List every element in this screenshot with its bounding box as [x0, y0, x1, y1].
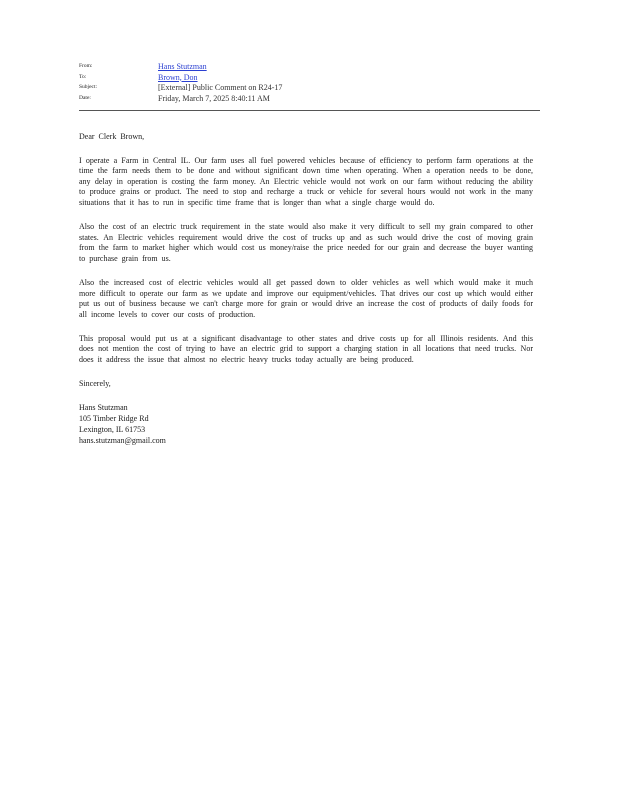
signature-name: Hans Stutzman	[79, 403, 128, 413]
header-row-to	[79, 73, 539, 84]
from-label: From:	[79, 63, 93, 69]
signature-email: hans.stutzman@gmail.com	[79, 435, 166, 445]
to-value[interactable]: Brown, Don	[158, 72, 198, 82]
from-value[interactable]: Hans Stutzman	[158, 62, 207, 71]
header-row-date	[79, 94, 539, 105]
subject-label: Subject:	[79, 84, 98, 90]
paragraph-1: I operate a Farm in Central IL. Our farm uses all fuel powered vehicles because of efficiency to perform farm operations at the time the farm needs them to be done and without significant down time when operating. When a operation needs to be done, any delay in operation is costing the farm money. An Electric vehicle would not work on our farm without reducing the ability to produce grains or product. The need to stop and recharge a truck or vehicle for several hours would not work in the many situations that it has to run in specific time frame that is longer than what a single charge would do.	[79, 155, 533, 207]
paragraph-4: This proposal would put us at a significant disadvantage to other states and drive costs up for all Illinois residents. And this does not mention the cost of trying to have an electric grid to support a charging station in all locations that need trucks. Nor does it address the issue that almost no electric heavy trucks today actually are being produced.	[79, 333, 533, 364]
header-divider	[79, 110, 540, 111]
paragraph-2: Also the cost of an electric truck requirement in the state would also make it very difficult to sell my grain compared to other states. An Electric vehicles requirement would drive the cost of trucks up and as such would drive the cost of moving grain from the farm to market higher which would cost us money/raise the price needed for our grain and decrease the buyer wanting to purchase grain from us.	[79, 222, 533, 263]
date-label: Date:	[79, 94, 91, 101]
signature-city: Lexington, IL 61753	[79, 424, 146, 434]
greeting: Dear Clerk Brown,	[79, 132, 145, 141]
header-row-subject	[79, 83, 539, 94]
paragraph-3: Also the increased cost of electric vehicles would all get passed down to older vehicles as well which would make it much more difficult to operate our farm as we update and improve our equipment/vehicles. That drives our cost up which would either put us out of business because we can't charge more for grain or would drive an increase the cost of products of daily foods for all income levels to cover our costs of production.	[79, 277, 533, 319]
signature-block	[79, 403, 533, 446]
closing: Sincerely,	[79, 379, 111, 389]
subject-value: [External] Public Comment on R24-17	[158, 83, 283, 92]
header-row-from	[79, 62, 539, 73]
date-value: Friday, March 7, 2025 8:40:11 AM	[158, 93, 270, 103]
signature-street: 105 Timber Ridge Rd	[79, 413, 149, 423]
email-header	[79, 62, 539, 104]
letter-body	[79, 132, 533, 446]
to-label: To:	[79, 73, 87, 80]
